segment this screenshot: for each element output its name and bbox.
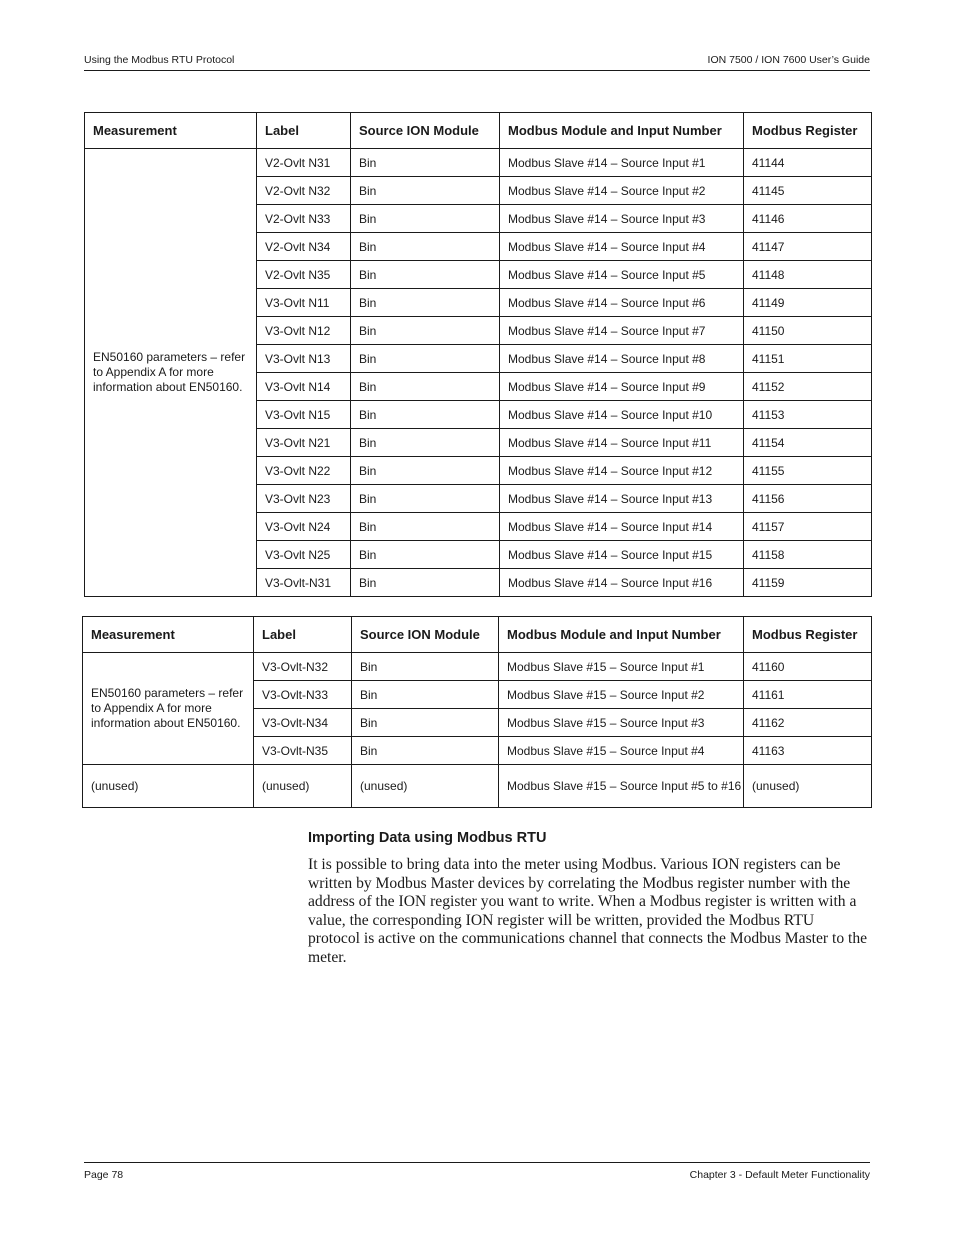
table-2-body [83, 653, 872, 808]
modbus-input-cell: Modbus Slave #14 – Source Input #11 [500, 429, 744, 457]
col-source-module: Source ION Module [351, 113, 500, 149]
modbus-input-cell: Modbus Slave #15 – Source Input #5 to #16 [499, 765, 744, 808]
register-cell: 41149 [744, 289, 872, 317]
label-cell: V3-Ovlt-N32 [254, 653, 352, 681]
col-modbus-register: Modbus Register [744, 113, 872, 149]
label-cell: V2-Ovlt N33 [257, 205, 351, 233]
modbus-input-cell: Modbus Slave #14 – Source Input #10 [500, 401, 744, 429]
register-cell: 41156 [744, 485, 872, 513]
modbus-input-cell: Modbus Slave #14 – Source Input #9 [500, 373, 744, 401]
col-label: Label [254, 617, 352, 653]
source-module-cell: Bin [351, 457, 500, 485]
table-row [85, 149, 872, 177]
label-cell: V3-Ovlt-N35 [254, 737, 352, 765]
register-cell: 41154 [744, 429, 872, 457]
source-module-cell: Bin [351, 261, 500, 289]
source-module-cell: Bin [351, 205, 500, 233]
register-cell: 41158 [744, 541, 872, 569]
label-cell: V2-Ovlt N32 [257, 177, 351, 205]
register-cell: 41159 [744, 569, 872, 597]
label-cell: V2-Ovlt N35 [257, 261, 351, 289]
register-table-2 [82, 616, 872, 808]
source-module-cell: Bin [351, 149, 500, 177]
label-cell: V3-Ovlt N13 [257, 345, 351, 373]
modbus-input-cell: Modbus Slave #14 – Source Input #3 [500, 205, 744, 233]
modbus-input-cell: Modbus Slave #14 – Source Input #8 [500, 345, 744, 373]
col-modbus-register: Modbus Register [744, 617, 872, 653]
label-cell: V3-Ovlt N23 [257, 485, 351, 513]
col-modbus-input: Modbus Module and Input Number [500, 113, 744, 149]
label-cell: V3-Ovlt N14 [257, 373, 351, 401]
page-footer [84, 1162, 870, 1187]
label-cell: V3-Ovlt-N34 [254, 709, 352, 737]
measurement-cell: EN50160 parameters – refer to Appendix A for more information about EN50160. [85, 149, 257, 597]
measurement-cell: EN50160 parameters – refer to Appendix A for more information about EN50160. [83, 653, 254, 765]
source-module-cell: Bin [351, 345, 500, 373]
modbus-input-cell: Modbus Slave #15 – Source Input #1 [499, 653, 744, 681]
table-1-body [85, 149, 872, 597]
modbus-input-cell: Modbus Slave #14 – Source Input #6 [500, 289, 744, 317]
register-cell: 41160 [744, 653, 872, 681]
source-module-cell: Bin [351, 429, 500, 457]
table-header-row [83, 617, 872, 653]
register-cell: 41148 [744, 261, 872, 289]
source-module-cell: Bin [351, 485, 500, 513]
modbus-input-cell: Modbus Slave #14 – Source Input #2 [500, 177, 744, 205]
register-table-1 [84, 112, 872, 597]
label-cell: V3-Ovlt N12 [257, 317, 351, 345]
source-module-cell: Bin [352, 681, 499, 709]
register-cell: 41151 [744, 345, 872, 373]
label-cell: V3-Ovlt N24 [257, 513, 351, 541]
col-label: Label [257, 113, 351, 149]
source-module-cell: Bin [352, 653, 499, 681]
modbus-input-cell: Modbus Slave #15 – Source Input #4 [499, 737, 744, 765]
modbus-input-cell: Modbus Slave #14 – Source Input #4 [500, 233, 744, 261]
label-cell: V3-Ovlt N11 [257, 289, 351, 317]
label-cell: V3-Ovlt N15 [257, 401, 351, 429]
modbus-input-cell: Modbus Slave #14 – Source Input #13 [500, 485, 744, 513]
page-number: Page 78 [84, 1169, 124, 1181]
register-cell: 41144 [744, 149, 872, 177]
table-row [83, 653, 872, 681]
header-guide-title: ION 7500 / ION 7600 User’s Guide [707, 54, 870, 66]
register-cell: 41157 [744, 513, 872, 541]
label-cell: V2-Ovlt N31 [257, 149, 351, 177]
register-cell: 41155 [744, 457, 872, 485]
source-module-cell: Bin [352, 737, 499, 765]
chapter-title: Chapter 3 - Default Meter Functionality [689, 1169, 870, 1181]
modbus-input-cell: Modbus Slave #14 – Source Input #1 [500, 149, 744, 177]
register-cell: 41150 [744, 317, 872, 345]
col-modbus-input: Modbus Module and Input Number [499, 617, 744, 653]
source-module-cell: Bin [351, 177, 500, 205]
header-section-title: Using the Modbus RTU Protocol [84, 54, 235, 66]
page-header [84, 52, 870, 71]
source-module-cell: Bin [351, 541, 500, 569]
register-cell: 41161 [744, 681, 872, 709]
register-cell: 41147 [744, 233, 872, 261]
modbus-input-cell: Modbus Slave #15 – Source Input #2 [499, 681, 744, 709]
register-cell: 41146 [744, 205, 872, 233]
source-module-cell: (unused) [352, 765, 499, 808]
unused-row [83, 765, 872, 808]
modbus-input-cell: Modbus Slave #14 – Source Input #7 [500, 317, 744, 345]
label-cell: V2-Ovlt N34 [257, 233, 351, 261]
label-cell: V3-Ovlt-N31 [257, 569, 351, 597]
register-cell: 41152 [744, 373, 872, 401]
col-source-module: Source ION Module [352, 617, 499, 653]
register-cell: 41163 [744, 737, 872, 765]
modbus-input-cell: Modbus Slave #14 – Source Input #12 [500, 457, 744, 485]
section-heading: Importing Data using Modbus RTU [308, 830, 547, 846]
register-cell: (unused) [744, 765, 872, 808]
register-cell: 41162 [744, 709, 872, 737]
source-module-cell: Bin [351, 569, 500, 597]
source-module-cell: Bin [351, 317, 500, 345]
source-module-cell: Bin [352, 709, 499, 737]
label-cell: V3-Ovlt N21 [257, 429, 351, 457]
section-paragraph: It is possible to bring data into the meter using Modbus. Various ION registers can be written by Modbus Master devices by correlating the Modbus register number with the address of the ION register you want to write. When a Modbus register is written with a value, the corresponding ION register will be written, provided the Modbus RTU protocol is active on the communications channel that connects the Modbus Master to the meter. [308, 856, 868, 966]
source-module-cell: Bin [351, 513, 500, 541]
col-measurement: Measurement [85, 113, 257, 149]
label-cell: V3-Ovlt-N33 [254, 681, 352, 709]
measurement-cell: (unused) [83, 765, 254, 808]
register-cell: 41145 [744, 177, 872, 205]
modbus-input-cell: Modbus Slave #14 – Source Input #14 [500, 513, 744, 541]
modbus-input-cell: Modbus Slave #15 – Source Input #3 [499, 709, 744, 737]
source-module-cell: Bin [351, 373, 500, 401]
register-cell: 41153 [744, 401, 872, 429]
label-cell: (unused) [254, 765, 352, 808]
modbus-input-cell: Modbus Slave #14 – Source Input #5 [500, 261, 744, 289]
source-module-cell: Bin [351, 289, 500, 317]
source-module-cell: Bin [351, 401, 500, 429]
table-header-row [85, 113, 872, 149]
label-cell: V3-Ovlt N22 [257, 457, 351, 485]
modbus-input-cell: Modbus Slave #14 – Source Input #16 [500, 569, 744, 597]
source-module-cell: Bin [351, 233, 500, 261]
modbus-input-cell: Modbus Slave #14 – Source Input #15 [500, 541, 744, 569]
label-cell: V3-Ovlt N25 [257, 541, 351, 569]
col-measurement: Measurement [83, 617, 254, 653]
